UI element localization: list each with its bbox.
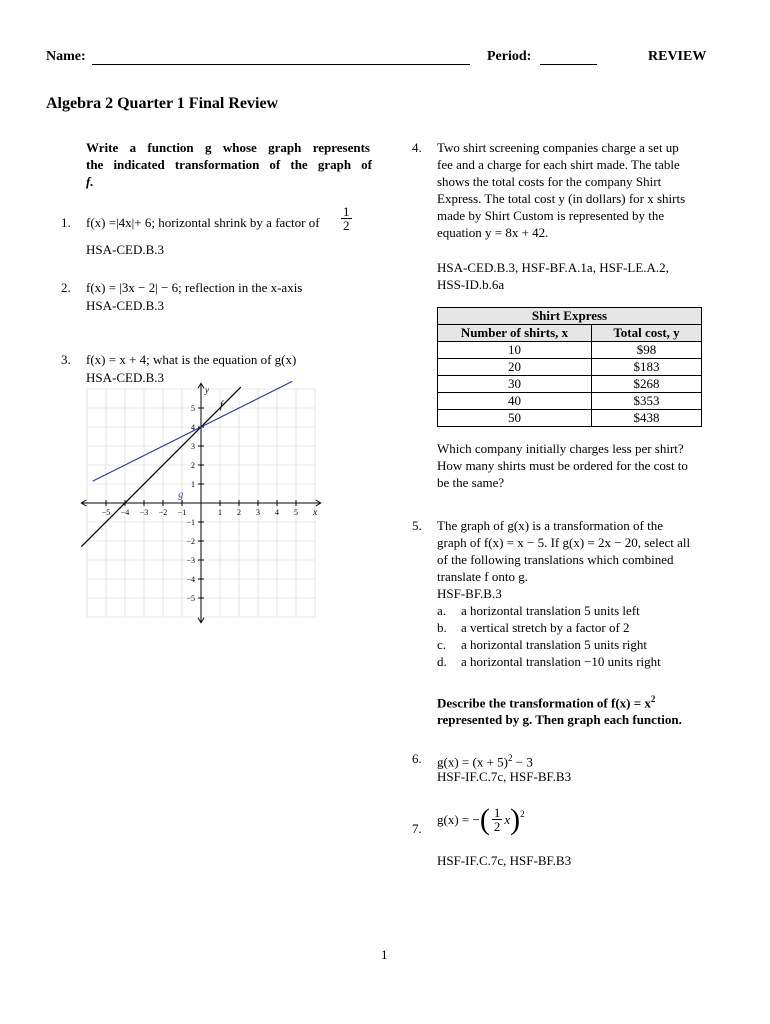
q1-number: 1. [61, 215, 71, 230]
x-tick-label: 2 [237, 508, 241, 517]
q7-var: x [504, 812, 511, 827]
period-label: Period: [487, 49, 532, 64]
q5-option-a-text: a horizontal translation 5 units left [461, 603, 640, 618]
q4-line-1: Two shirt screening companies charge a set up [437, 140, 679, 155]
q5-line-3: of the following translations which combined [437, 552, 674, 567]
y-tick-label: −3 [186, 556, 195, 565]
y-tick-label: −2 [186, 537, 195, 546]
y-tick-label: −4 [186, 575, 195, 584]
period-field[interactable] [540, 50, 597, 65]
table-cell: 20 [438, 359, 592, 376]
q5-line-5: HSF-BF.B.3 [437, 586, 502, 601]
line-f [81, 384, 241, 547]
q7-number: 7. [412, 821, 422, 836]
table-row [438, 342, 702, 359]
x-tick-label: −2 [158, 508, 168, 517]
x-tick-label: 3 [256, 508, 260, 517]
table-cell: $353 [592, 393, 702, 410]
page-title: Algebra 2 Quarter 1 Final Review [46, 95, 279, 112]
q6-expr: g(x) = (x + 5) [437, 754, 508, 770]
q7-exponent: 2 [520, 809, 525, 819]
q7-standard: HSF-IF.C.7c, HSF-BF.B3 [437, 853, 572, 868]
q5-line-4: translate f onto g. [437, 569, 528, 584]
q5-option-b-letter: b. [437, 620, 447, 635]
table-cell: 30 [438, 376, 592, 393]
x-tick-label: −4 [120, 508, 130, 517]
table-cell: 10 [438, 342, 592, 359]
table-cell: $268 [592, 376, 702, 393]
q4-question-1: Which company initially charges less per shirt? [437, 441, 684, 456]
q4-question-2: How many shirts must be ordered for the cost to [437, 458, 688, 473]
name-label: Name: [46, 49, 86, 64]
q1-frac-top: 1 [343, 204, 350, 219]
y-tick-label: 4 [191, 423, 195, 432]
q4-line-5: made by Shirt Custom is represented by the [437, 208, 665, 223]
q1-fraction [339, 205, 354, 232]
q4-line-3: shows the total costs for the company Shirt [437, 174, 662, 189]
g-label: g [178, 489, 184, 501]
q2-text: f(x) = |3x − 2| − 6; reflection in the x-axis [86, 280, 303, 295]
describe-exponent: 2 [650, 694, 656, 704]
y-tick-label: 1 [191, 480, 195, 489]
q4-line-4: Express. The total cost y (in dollars) for x shirts [437, 191, 686, 206]
x-tick-label: −3 [139, 508, 149, 517]
q5-option-d-text: a horizontal translation −10 units right [461, 654, 661, 669]
x-tick-label: 1 [218, 508, 222, 517]
table-cell: $438 [592, 410, 702, 427]
q6-tail: − 3 [512, 754, 533, 770]
review-label: REVIEW [648, 49, 707, 64]
x-tick-label: 5 [294, 508, 298, 517]
q1-text: f(x) =|4x|+ 6; horizontal shrink by a factor of [86, 215, 320, 230]
q5-option-b-text: a vertical stretch by a factor of 2 [461, 620, 630, 635]
y-tick-label: 2 [191, 461, 195, 470]
x-axis-label: x [313, 507, 318, 517]
describe-line-2: represented by g. Then graph each function. [437, 712, 682, 727]
y-tick-label: −5 [186, 594, 195, 603]
y-tick-label: −1 [186, 518, 195, 527]
y-tick-label: 5 [191, 404, 195, 413]
intro-line-1: Write a function g whose graph represents [86, 140, 370, 155]
describe-line-1 [437, 691, 655, 711]
x-tick-label: −5 [101, 508, 111, 517]
describe-text: Describe the transformation of f(x) = x [437, 695, 651, 711]
x-tick-label: −1 [177, 508, 187, 517]
q4-standard-1: HSA-CED.B.3, HSF-BF.A.1a, HSF-LE.A.2, [437, 260, 669, 275]
q2-number: 2. [61, 280, 71, 295]
q7-fraction [492, 806, 503, 833]
q5-line-1: The graph of g(x) is a transformation of the [437, 518, 663, 533]
name-field[interactable] [92, 50, 470, 65]
q6-standard: HSF-IF.C.7c, HSF-BF.B3 [437, 769, 572, 784]
q1-standard: HSA-CED.B.3 [86, 242, 165, 257]
page-number: 1 [381, 947, 388, 962]
q3-number: 3. [61, 352, 71, 367]
shirt-express-table [437, 307, 702, 427]
q5-option-d-letter: d. [437, 654, 447, 669]
intro-line-3: f. [86, 174, 94, 189]
q1-frac-bottom: 2 [343, 218, 350, 233]
q5-line-2: graph of f(x) = x − 5. If g(x) = 2x − 20, select all [437, 535, 691, 550]
q3-text: f(x) = x + 4; what is the equation of g(x) [86, 352, 297, 367]
q4-number: 4. [412, 140, 422, 155]
x-tick-label: 4 [275, 508, 279, 517]
table-cell: $183 [592, 359, 702, 376]
q3-standard: HSA-CED.B.3 [86, 370, 165, 385]
q2-standard: HSA-CED.B.3 [86, 298, 165, 313]
q5-option-a-letter: a. [437, 603, 447, 618]
q7-frac-top: 1 [493, 805, 501, 820]
q7-frac-bottom: 2 [493, 819, 501, 834]
table-row [438, 410, 702, 427]
table-row [438, 376, 702, 393]
q4-line-2: fee and a charge for each shirt made. The table [437, 157, 680, 172]
f-label: f [220, 400, 223, 411]
q7-equation: g(x) = −( $\frac{1}{2}$ x)$^2$ [437, 803, 525, 836]
table-header-cost: Total cost, y [592, 325, 702, 342]
q7-expr-start: g(x) = − [437, 812, 480, 827]
table-cell: 50 [438, 410, 592, 427]
q6-exponent: 2 [507, 753, 513, 763]
y-tick-label: 3 [191, 442, 195, 451]
q4-question-3: be the same? [437, 475, 505, 490]
coordinate-graph [80, 378, 325, 628]
table-row [438, 359, 702, 376]
table-cell: $98 [592, 342, 702, 359]
q6-number: 6. [412, 751, 422, 766]
q5-number: 5. [412, 518, 422, 533]
table-title: Shirt Express [438, 308, 702, 325]
intro-line-2: the indicated transformation of the graph of [86, 157, 372, 172]
table-cell: 40 [438, 393, 592, 410]
q5-option-c-letter: c. [437, 637, 447, 652]
q5-option-c-text: a horizontal translation 5 units right [461, 637, 647, 652]
q4-line-6: equation y = 8x + 42. [437, 225, 549, 240]
y-axis-label: y [205, 384, 209, 395]
q4-standard-2: HSS-ID.b.6a [437, 277, 505, 292]
table-header-shirts: Number of shirts, x [438, 325, 592, 342]
table-row [438, 393, 702, 410]
